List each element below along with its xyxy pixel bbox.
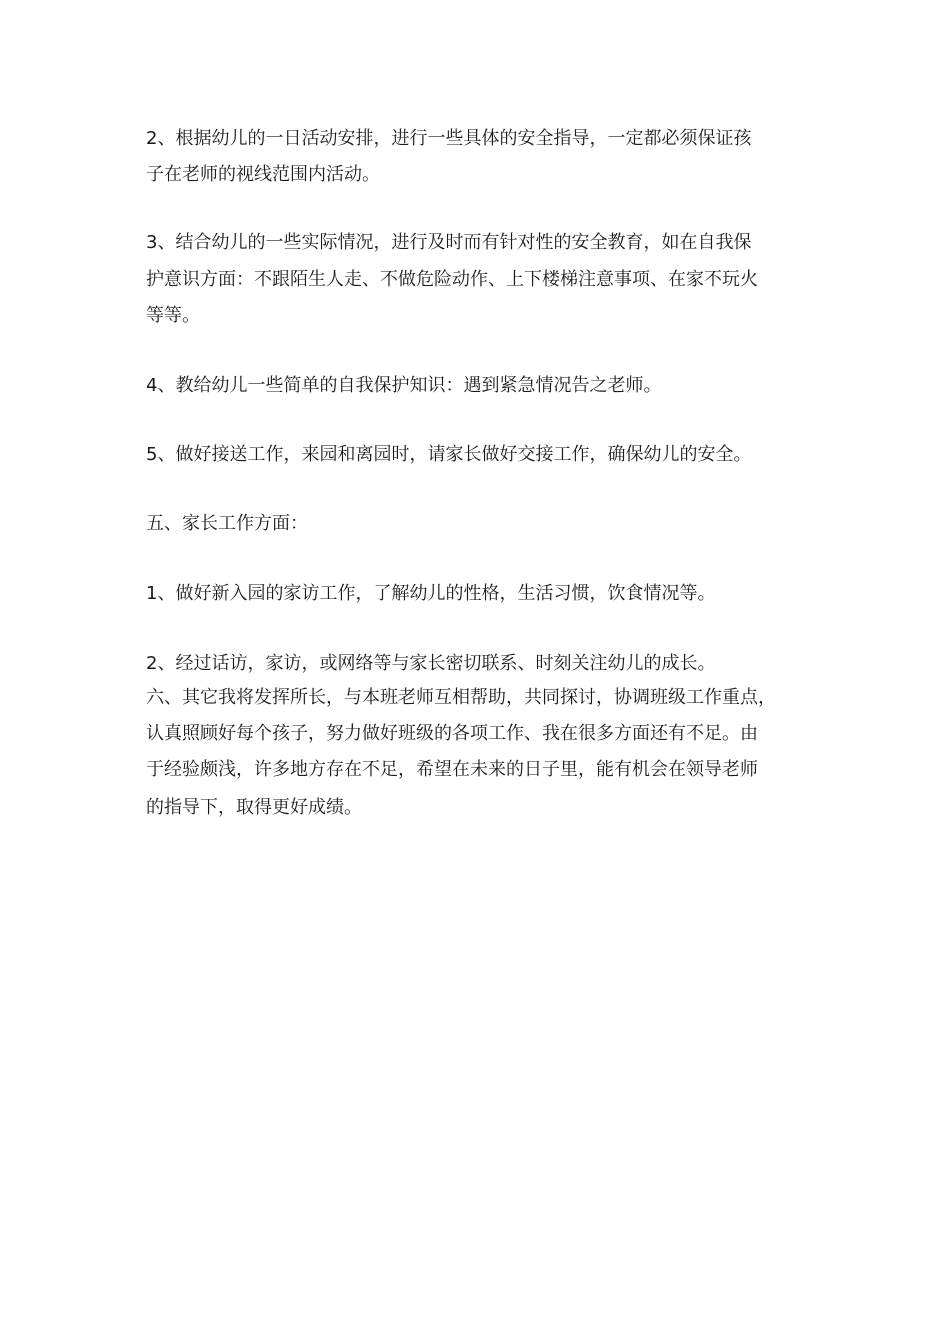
section-6-line-3: 于经验颇浅，许多地方存在不足，希望在未来的日子里，能有机会在领导老师 (146, 759, 758, 780)
paragraph-3-line-3: 等等。 (146, 305, 200, 326)
paragraph-4-line-1: 4、教给幼儿一些简单的自我保护知识：遇到紧急情况告之老师。 (146, 375, 662, 396)
section-6-line-1: 六、其它我将发挥所长，与本班老师互相帮助，共同探讨，协调班级工作重点， (146, 687, 776, 708)
paragraph-5-line-1: 5、做好接送工作，来园和离园时，请家长做好交接工作，确保幼儿的安全。 (146, 444, 752, 465)
paragraph-3-line-1: 3、结合幼儿的一些实际情况，进行及时而有针对性的安全教育，如在自我保 (146, 232, 752, 253)
section-5-heading: 五、家长工作方面： (146, 513, 308, 534)
section-6-line-2: 认真照顾好每个孩子，努力做好班级的各项工作、我在很多方面还有不足。由 (146, 723, 758, 744)
paragraph-parent-1-line-1: 1、做好新入园的家访工作，了解幼儿的性格，生活习惯，饮食情况等。 (146, 583, 716, 604)
paragraph-2-line-2: 子在老师的视线范围内活动。 (146, 164, 380, 185)
paragraph-2-line-1: 2、根据幼儿的一日活动安排，进行一些具体的安全指导，一定都必须保证孩 (146, 128, 752, 149)
section-6-line-4: 的指导下，取得更好成绩。 (146, 797, 362, 818)
paragraph-parent-2-line-1: 2、经过话访，家访，或网络等与家长密切联系、时刻关注幼儿的成长。 (146, 653, 716, 674)
paragraph-3-line-2: 护意识方面：不跟陌生人走、不做危险动作、上下楼梯注意事项、在家不玩火 (146, 269, 758, 290)
